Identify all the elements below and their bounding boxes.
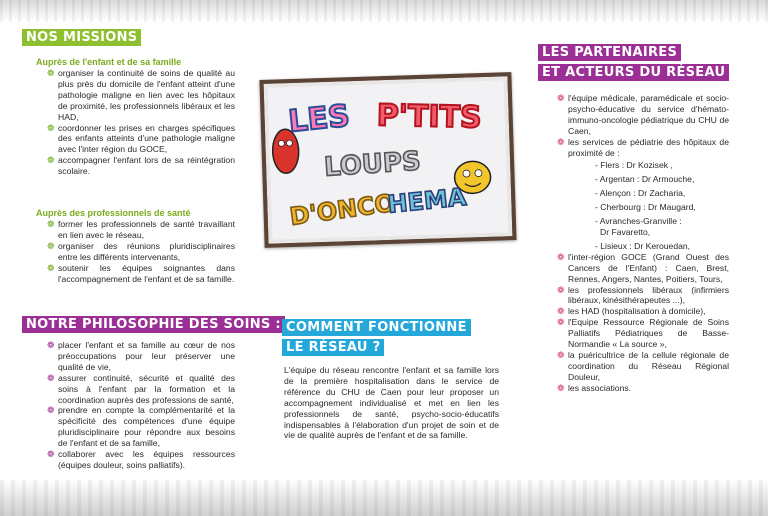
list-item: ❁ l'équipe médicale, paramédicale et socio-psycho-éducative du service d'hémato-immuno-oncologie pédiatrique du CHU de Caen, bbox=[557, 93, 729, 136]
list-item: ❁ la puéricultrice de la cellule régionale de coordination du Réseau Régional Douleur, bbox=[557, 349, 729, 382]
flower-bullet-icon: ❁ bbox=[47, 219, 55, 229]
philosophy-list bbox=[47, 340, 235, 471]
partners-list bbox=[557, 93, 729, 394]
hospital-item: - Lisieux : Dr Kerouedan, bbox=[595, 240, 691, 251]
grunge-top-border bbox=[0, 0, 768, 22]
how-paragraph: L'équipe du réseau rencontre l'enfant et sa famille lors de la première hospitalisation dans le service de référence du CHU de Caen pour leur proposer un accompagnement individualisé et met en lien les professionnels de santé, psycho-socio-éducatifs indispensables à l'élaboration d'un projet de soin et de vie de qualité auprès de l'enfant et de sa famille. bbox=[284, 365, 499, 441]
graffiti-word-loups: LOUPS bbox=[323, 146, 422, 183]
list-item: ❁ assurer continuité, sécurité et qualité des soins à l'enfant par la formation et la coordination auprès des professions de santé, bbox=[47, 372, 235, 405]
graffiti-word-ptits: P'TITS bbox=[376, 98, 482, 136]
missions-pro-list bbox=[47, 219, 235, 284]
hospital-item: Dr Favaretto, bbox=[600, 226, 651, 237]
flower-bullet-icon: ❁ bbox=[557, 382, 565, 393]
grunge-bottom-border bbox=[0, 480, 768, 516]
list-item: ❁ organiser la continuité de soins de qualité au plus près du domicile de l'enfant atteint d'une pathologie maligne en lien avec les hôpitaux de proximité, les professionnels libéraux et les HAD, bbox=[47, 68, 235, 122]
missions-heading: NOS MISSIONS bbox=[22, 28, 141, 47]
hospital-item: - Flers : Dr Kozisek , bbox=[595, 160, 673, 171]
flower-bullet-icon: ❁ bbox=[47, 405, 55, 416]
graffiti-word-donco: D'ONCO bbox=[288, 188, 397, 231]
flower-bullet-icon: ❁ bbox=[47, 68, 55, 78]
flower-bullet-icon: ❁ bbox=[47, 240, 55, 251]
missions-child-subheading: Auprès de l'enfant et de sa famille bbox=[36, 57, 182, 67]
flower-bullet-icon: ❁ bbox=[557, 349, 565, 360]
flower-bullet-icon: ❁ bbox=[557, 317, 565, 328]
list-item: ❁ les HAD (hospitalisation à domicile), bbox=[557, 306, 706, 317]
list-item: ❁ les associations. bbox=[557, 382, 632, 393]
flower-bullet-icon: ❁ bbox=[557, 93, 565, 103]
philosophy-heading: NOTRE PHILOSOPHIE DES SOINS : bbox=[22, 315, 285, 334]
hospital-item: - Alençon : Dr Zacharia, bbox=[595, 188, 686, 199]
flower-bullet-icon: ❁ bbox=[557, 284, 565, 295]
list-item: ❁ placer l'enfant et sa famille au cœur de nos préoccupations pour leur préserver une qualité de vie, bbox=[47, 340, 235, 372]
missions-child-list bbox=[47, 68, 235, 177]
flower-bullet-icon: ❁ bbox=[47, 155, 55, 166]
flower-bullet-icon: ❁ bbox=[47, 372, 55, 383]
list-item: ❁ organiser des réunions pluridisciplinaires entre les différents intervenants, bbox=[47, 240, 235, 262]
missions-pro-subheading: Auprès des professionnels de santé bbox=[36, 208, 191, 218]
hospital-sublist bbox=[568, 160, 729, 251]
partners-heading: LES PARTENAIRES ET ACTEURS DU RÉSEAU bbox=[538, 43, 729, 83]
hospital-item: - Argentan : Dr Armouche, bbox=[595, 174, 695, 185]
how-heading: COMMENT FONCTIONNE LE RÉSEAU ? bbox=[282, 318, 471, 358]
flower-bullet-icon: ❁ bbox=[47, 262, 55, 273]
list-item: ❁ les services de pédiatrie des hôpitaux de proximité de : - Flers : Dr Kozisek , - Argentan : Dr Armouche, - Alençon : Dr Zacharia, - Cherbourg : Dr Maugard, - Avranches-Granville : Dr Favaretto, - Lisieux : Dr Kerouedan, bbox=[557, 136, 729, 251]
list-item: ❁ prendre en compte la complémentarité et la spécificité des compétences d'une équipe pluridisciplinaire pour répondre aux besoins de l'enfant et de sa famille, bbox=[47, 405, 235, 449]
list-item: ❁ former les professionnels de santé travaillant en lien avec le réseau, bbox=[47, 219, 235, 240]
graffiti-word-hema: HEMA bbox=[386, 182, 468, 219]
list-item: ❁ l'Equipe Ressource Régionale de Soins Palliatifs Pédiatriques de Basse-Normandie « La source », bbox=[557, 317, 729, 350]
hospital-item: - Avranches-Granville : bbox=[595, 216, 682, 227]
flower-bullet-icon: ❁ bbox=[557, 306, 565, 317]
list-item: ❁ soutenir les équipes soignantes dans l'accompagnement de l'enfant et de sa famille. bbox=[47, 262, 235, 284]
flower-bullet-icon: ❁ bbox=[47, 122, 55, 133]
graffiti-artwork bbox=[264, 76, 513, 244]
list-item: ❁ coordonner les prises en charges spécifiques des enfants atteints d'une pathologie maligne avec l'inter région du GOCE, bbox=[47, 122, 235, 155]
flower-bullet-icon: ❁ bbox=[47, 340, 55, 350]
flower-bullet-icon: ❁ bbox=[47, 449, 55, 460]
graffiti-artwork-photo bbox=[259, 72, 516, 248]
hospital-item: - Cherbourg : Dr Maugard, bbox=[595, 202, 696, 213]
list-item: ❁ l'inter-région GOCE (Grand Ouest des Cancers de l'Enfant) : Caen, Brest, Rennes, Angers, Nantes, Poitiers, Tours, bbox=[557, 251, 729, 284]
flower-bullet-icon: ❁ bbox=[557, 251, 565, 262]
graffiti-word-les: LES bbox=[286, 98, 352, 140]
list-item: ❁ collaborer avec les équipes ressources (équipes douleur, soins palliatifs). bbox=[47, 449, 235, 470]
flower-bullet-icon: ❁ bbox=[557, 136, 565, 147]
list-item: ❁ accompagner l'enfant lors de sa réintégration scolaire. bbox=[47, 155, 235, 177]
list-item: ❁ les professionnels libéraux (infirmiers libéraux, kinésithérapeutes ...), bbox=[557, 284, 729, 306]
